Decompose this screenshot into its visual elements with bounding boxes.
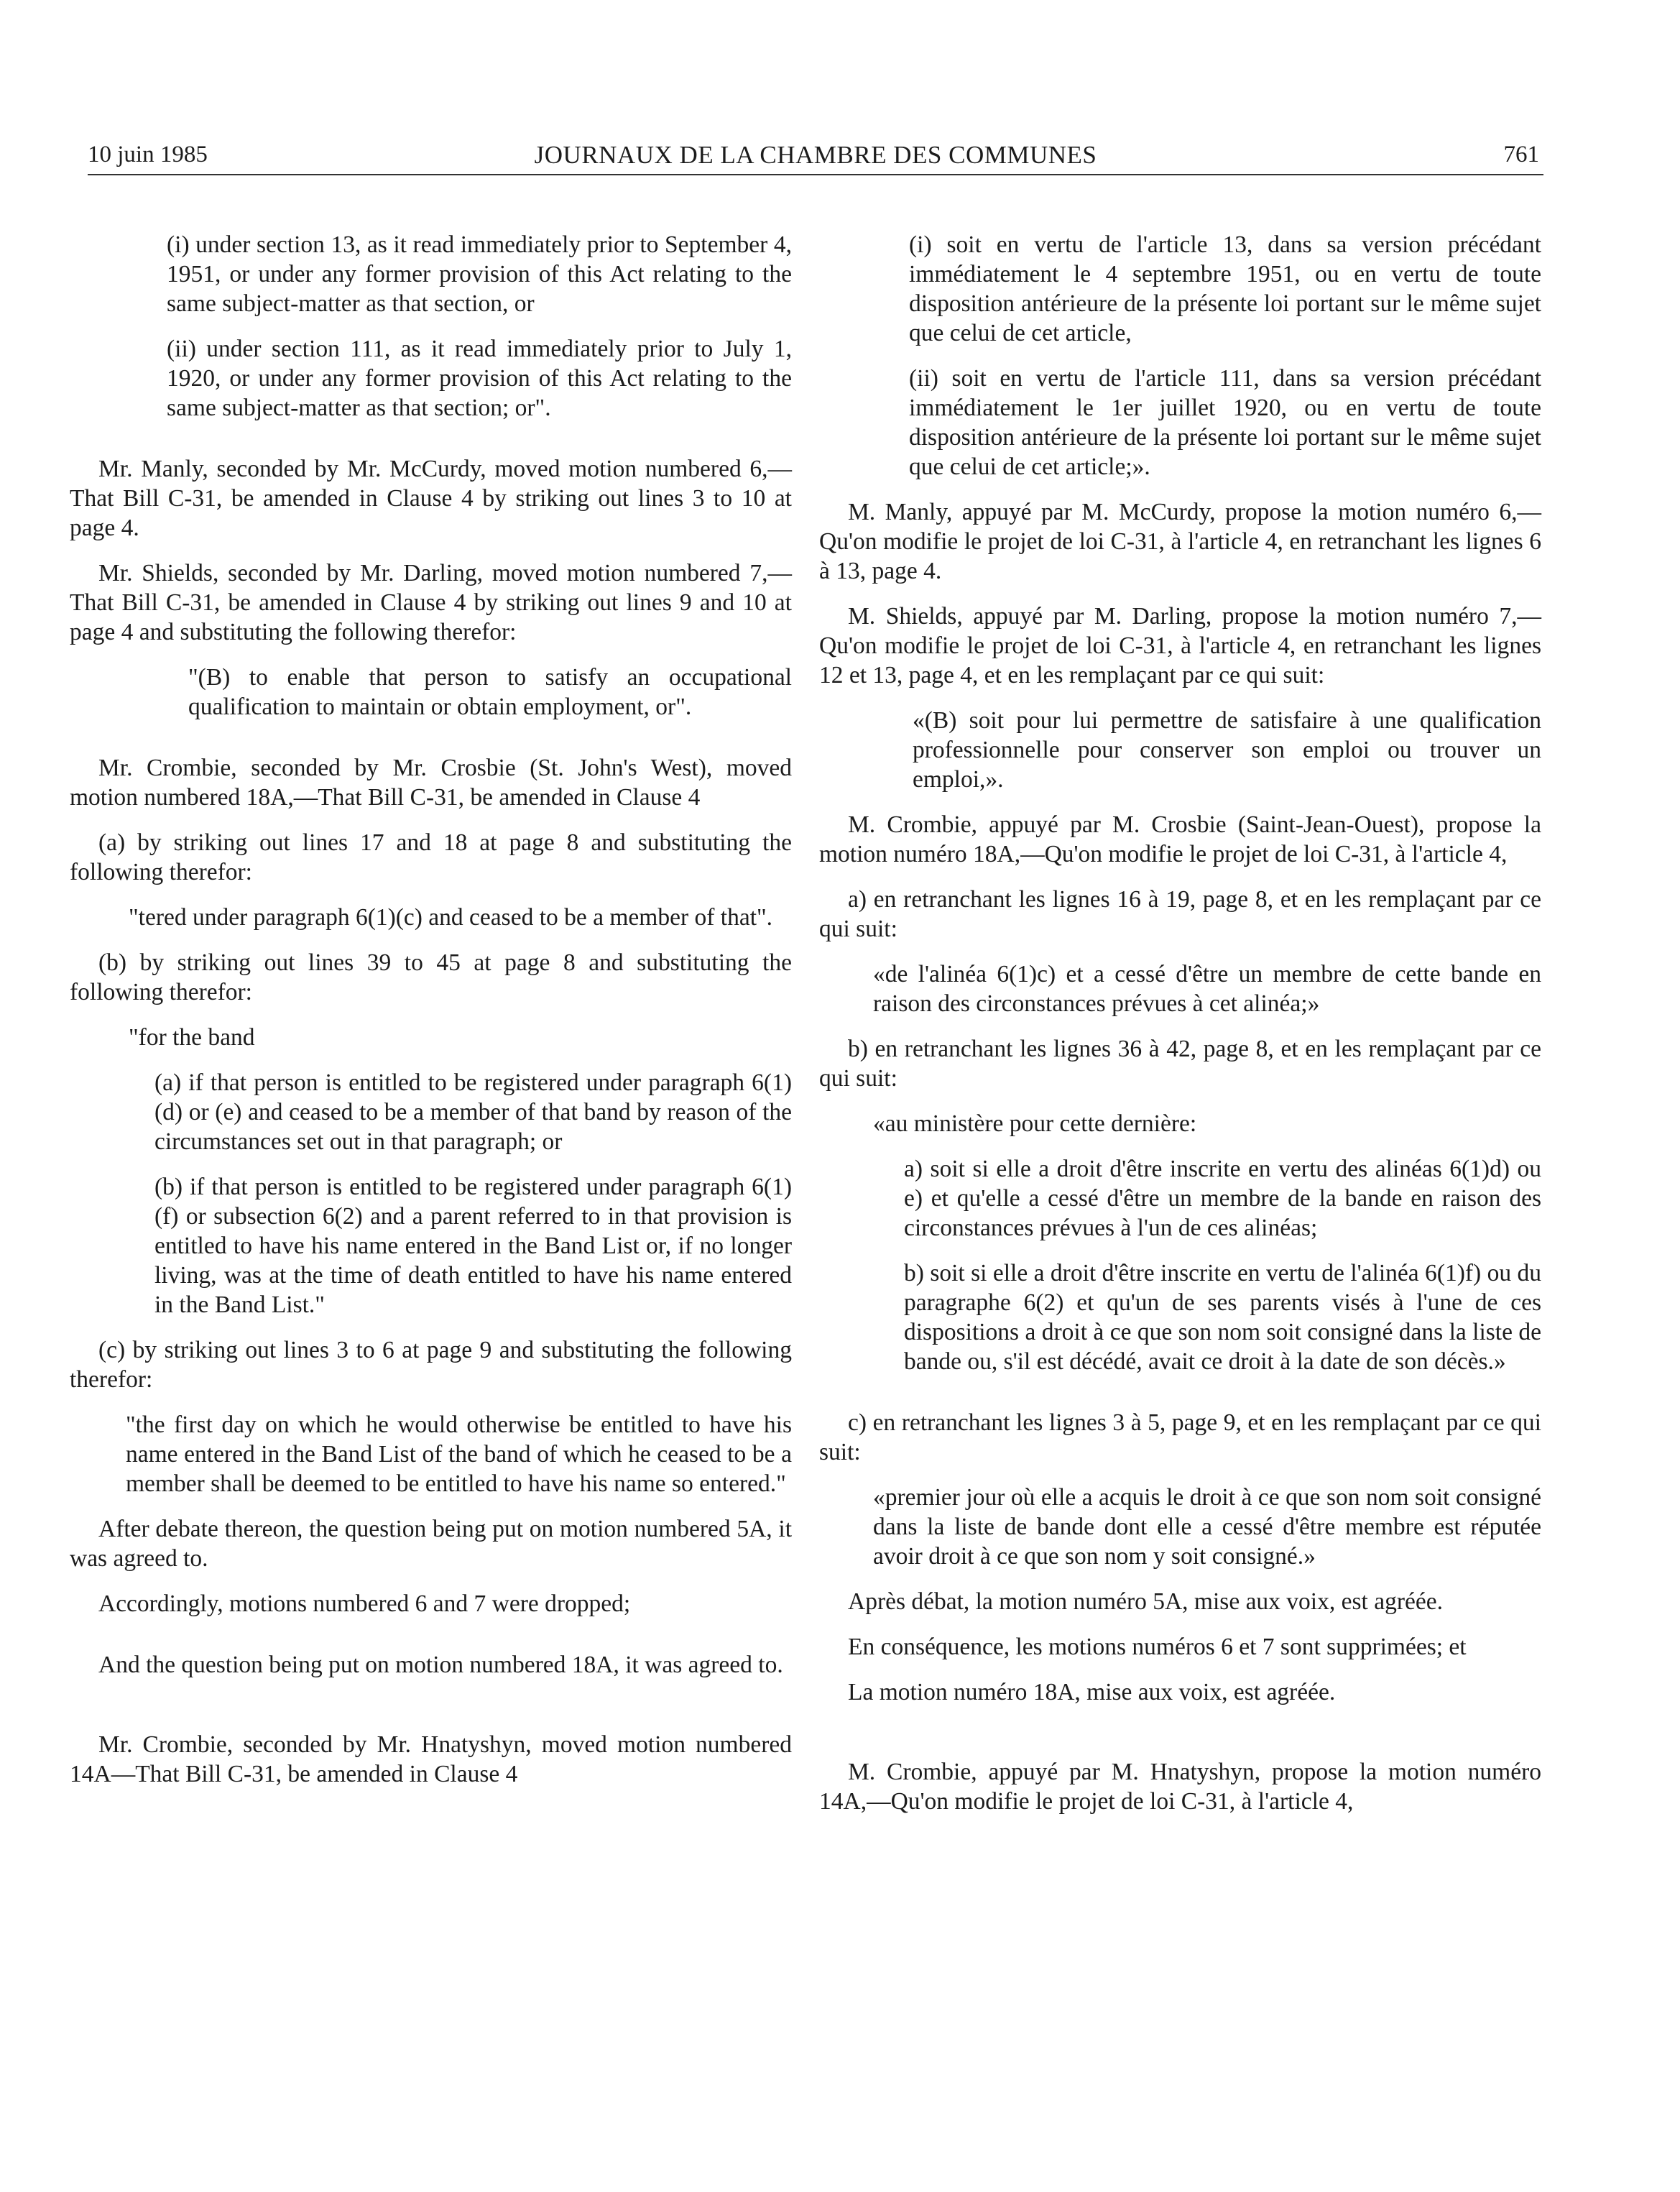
fr-item-c: c) en retranchant les lignes 3 à 5, page 9, et en les remplaçant par ce qui suit: [819,1409,1541,1465]
fr-item-b-lead: «au ministère pour cette dernière: [873,1110,1197,1137]
en-motion-7-text: "(B) to enable that person to satisfy an occupational qualification to maintain or obtain employment, or". [188,664,792,720]
fr-debate: Après débat, la motion numéro 5A, mise aux voix, est agréée. [848,1588,1443,1615]
fr-dropped: En conséquence, les motions numéros 6 et 7 sont supprimées; et [848,1634,1467,1660]
en-item-b-a: (a) if that person is entitled to be registered under paragraph 6(1)(d) or (e) and ceased to be a member of that band by reason of the circumstances set out in that paragraph; or [154,1069,792,1155]
page-number: 761 [1503,142,1539,167]
fr-motion-7: M. Shields, appuyé par M. Darling, propose la motion numéro 7,—Qu'on modifie le projet de loi C-31, à l'article 4, en retranchant les lignes 12 et 13, page 4, et en les remplaçant par ce qui suit: [819,603,1541,689]
en-item-b: (b) by striking out lines 39 to 45 at page 8 and substituting the following therefor: [70,949,792,1005]
fr-item-b-a: a) soit si elle a droit d'être inscrite en vertu des alinéas 6(1)d) ou e) et qu'elle a cessé d'être un membre de la bande en raison des circonstances prévues à l'un de ces alinéas; [904,1156,1541,1241]
fr-motion-14a: M. Crombie, appuyé par M. Hnatyshyn, propose la motion numéro 14A,—Qu'on modifie le projet de loi C-31, à l'article 4, [819,1759,1541,1815]
fr-motion-7-text: «(B) soit pour lui permettre de satisfaire à une qualification professionnelle pour conserver son emploi ou trouver un emploi,». [913,707,1541,793]
fr-item-b-b: b) soit si elle a droit d'être inscrite en vertu de l'alinéa 6(1)f) ou du paragraphe 6(2) et qu'un de ses parents visés à l'une de ces dispositions a droit à ce que son nom soit consigné dans la liste de bande ou, s'il est décédé, avait ce droit à la date de son décès.» [904,1260,1541,1375]
en-subclause-i: (i) under section 13, as it read immediately prior to September 4, 1951, or under any former provision of this Act relating to the same subject-matter as that section, or [167,231,792,317]
en-item-c: (c) by striking out lines 3 to 6 at page 9 and substituting the following therefor: [70,1337,792,1393]
page-header [88,124,1543,175]
fr-motion-6: M. Manly, appuyé par M. McCurdy, propose la motion numéro 6,—Qu'on modifie le projet de loi C-31, à l'article 4, en retranchant les lignes 6 à 13, page 4. [819,499,1541,584]
fr-subclause-i: (i) soit en vertu de l'article 13, dans sa version précédant immédiatement le 4 septembre 1951, ou en vertu de toute disposition antérieure de la présente loi portant sur le même sujet que celui de cet article, [909,231,1541,346]
header-date: 10 juin 1985 [88,142,208,167]
header-title: JOURNAUX DE LA CHAMBRE DES COMMUNES [534,141,1097,169]
en-motion-7: Mr. Shields, seconded by Mr. Darling, moved motion numbered 7,—That Bill C-31, be amended in Clause 4 by striking out lines 9 and 10 at page 4 and substituting the following therefor: [70,560,792,645]
en-subclause-ii: (ii) under section 111, as it read immediately prior to July 1, 1920, or under any former provision of this Act relating to the same subject-matter as that section; or". [167,336,792,421]
en-item-a-text: "tered under paragraph 6(1)(c) and ceased to be a member of that". [129,904,773,931]
english-column [70,230,792,1789]
en-item-a: (a) by striking out lines 17 and 18 at page 8 and substituting the following therefor: [70,829,792,885]
en-item-b-lead: "for the band [129,1024,255,1051]
fr-item-a-text: «de l'alinéa 6(1)c) et a cessé d'être un membre de cette bande en raison des circonstances prévues à cet alinéa;» [873,961,1541,1017]
en-item-b-b: (b) if that person is entitled to be registered under paragraph 6(1)(f) or subsection 6(2) and a parent referred to in that provision is entitled to have his name entered in the Band List or, if no longer living, was at the time of death entitled to have his name entered in the Band List." [154,1174,792,1318]
fr-subclause-ii: (ii) soit en vertu de l'article 111, dans sa version précédant immédiatement le 1er juillet 1920, ou en vertu de toute disposition antérieure de la présente loi portant sur le même sujet que celui de cet article;». [909,365,1541,480]
en-motion-14a: Mr. Crombie, seconded by Mr. Hnatyshyn, moved motion numbered 14A—That Bill C-31, be amended in Clause 4 [70,1731,792,1787]
en-item-c-text: "the first day on which he would otherwise be entitled to have his name entered in the Band List of the band of which he ceased to be a member shall be deemed to be entitled to have his name so entered." [126,1412,792,1497]
fr-motion-18a: M. Crombie, appuyé par M. Crosbie (Saint-Jean-Ouest), propose la motion numéro 18A,—Qu'on modifie le projet de loi C-31, à l'article 4, [819,811,1541,867]
en-debate: After debate thereon, the question being put on motion numbered 5A, it was agreed to. [70,1516,792,1572]
en-dropped: Accordingly, motions numbered 6 and 7 were dropped; [98,1590,631,1617]
french-column [819,230,1541,1816]
fr-item-b: b) en retranchant les lignes 36 à 42, page 8, et en les remplaçant par ce qui suit: [819,1036,1541,1092]
fr-agreed-18a: La motion numéro 18A, mise aux voix, est agréée. [848,1679,1336,1705]
en-motion-18a: Mr. Crombie, seconded by Mr. Crosbie (St. John's West), moved motion numbered 18A,—That Bill C-31, be amended in Clause 4 [70,755,792,811]
en-motion-6: Mr. Manly, seconded by Mr. McCurdy, moved motion numbered 6,—That Bill C-31, be amended in Clause 4 by striking out lines 3 to 10 at page 4. [70,456,792,541]
fr-item-a: a) en retranchant les lignes 16 à 19, page 8, et en les remplaçant par ce qui suit: [819,886,1541,942]
en-agreed-18a: And the question being put on motion numbered 18A, it was agreed to. [98,1652,783,1678]
fr-item-c-text: «premier jour où elle a acquis le droit à ce que son nom soit consigné dans la liste de bande dont elle a cessé d'être membre est réputée avoir droit à ce que son nom y soit consigné.» [873,1484,1541,1570]
